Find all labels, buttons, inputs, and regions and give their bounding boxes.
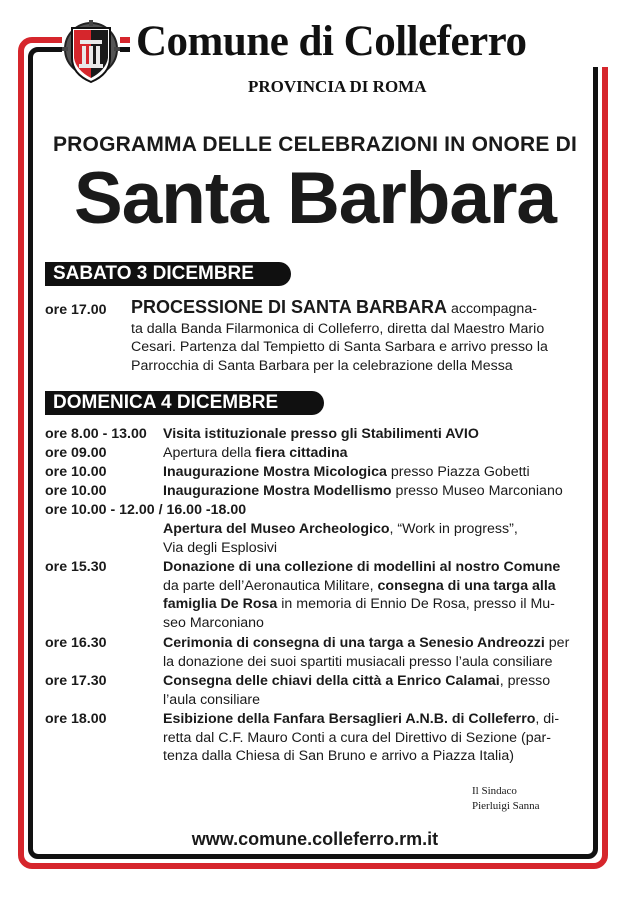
- event-text: da parte dell’Aeronautica Militare,: [163, 577, 378, 594]
- event-text: la donazione dei suoi spartiti musiacali presso l’aula consiliare: [163, 653, 553, 670]
- event-text: Visita istituzionale presso gli Stabilimenti AVIO: [163, 426, 479, 442]
- event-text: Parrocchia di Santa Barbara per la celebrazione della Messa: [131, 357, 513, 374]
- day-heading-sunday: DOMENICA 4 DICEMBRE: [45, 391, 324, 415]
- event-time: ore 10.00: [45, 464, 107, 480]
- event-time: ore 18.00: [45, 711, 107, 727]
- event-text: Cesari. Partenza dal Tempietto di Santa Sarbara e arrivo presso la: [131, 339, 548, 355]
- event-text: presso Piazza Gobetti: [386, 464, 530, 480]
- day-heading-saturday: SABATO 3 DICEMBRE: [45, 262, 291, 286]
- signature: [472, 784, 540, 814]
- org-subtitle: PROVINCIA DI ROMA: [248, 77, 427, 96]
- event-description: [131, 298, 595, 375]
- event-text: Donazione di una collezione di modellini al nostro Comune: [163, 559, 561, 575]
- event-text: tenza dalla Chiesa di San Bruno e arrivo a Piazza Italia): [163, 748, 514, 764]
- event-text: Consegna delle chiavi della città a Enrico Calamai: [163, 673, 500, 689]
- program-title: PROGRAMMA DELLE CELEBRAZIONI IN ONORE DI: [52, 133, 578, 156]
- event-text: famiglia De Rosa: [163, 596, 278, 612]
- event-text: accompagna-: [447, 301, 537, 317]
- event-time: ore 17.30: [45, 673, 107, 689]
- event-text: seo Marconiano: [163, 614, 264, 631]
- signature-name: Pierluigi Sanna: [472, 800, 540, 812]
- website-link[interactable]: www.comune.colleferro.rm.it: [191, 829, 439, 849]
- event-text: per: [544, 635, 570, 651]
- event-title: PROCESSIONE DI SANTA BARBARA: [131, 297, 448, 317]
- event-text: Apertura della: [163, 445, 256, 461]
- event-text: Cerimonia di consegna di una targa a Senesio Andreozzi: [163, 635, 545, 651]
- event-text: , presso: [499, 673, 551, 689]
- event-time: ore 15.30: [45, 559, 107, 575]
- event-text: Esibizione della Fanfara Bersaglieri A.N.B. di Colleferro: [163, 711, 536, 727]
- event-text: Apertura del Museo Archeologico: [163, 521, 390, 537]
- event-time: ore 8.00 - 13.00: [45, 426, 147, 442]
- saint-title: Santa Barbara: [74, 158, 556, 239]
- org-title: Comune di Colleferro: [130, 17, 612, 67]
- event-text: in memoria di Ennio De Rosa, presso il Mu-: [277, 596, 555, 612]
- event-text: , di-: [535, 711, 560, 727]
- event-text: l’aula consiliare: [163, 691, 260, 708]
- event-time: ore 17.00: [45, 302, 107, 318]
- event-text: retta dal C.F. Mauro Conti a cura del Direttivo di Sezione (par-: [163, 729, 551, 746]
- signature-role: Il Sindaco: [472, 785, 517, 797]
- event-time: ore 10.00 - 12.00 / 16.00 -18.00: [45, 502, 247, 518]
- event-time: ore 16.30: [45, 635, 107, 651]
- event-text: Via degli Esplosivi: [163, 539, 278, 556]
- event-text: Inaugurazione Mostra Modellismo: [163, 483, 392, 499]
- event-text: consegna di una targa alla: [377, 577, 556, 594]
- event-time: ore 09.00: [45, 445, 107, 461]
- town-crest-icon: [62, 20, 120, 86]
- event-text: fiera cittadina: [255, 445, 348, 461]
- event-text: Inaugurazione Mostra Micologica: [163, 464, 387, 480]
- event-text: ta dalla Banda Filarmonica di Colleferro, diretta dal Maestro Mario: [131, 320, 545, 337]
- event-text: , “Work in progress”,: [389, 521, 518, 537]
- event-time: ore 10.00: [45, 483, 107, 499]
- event-text: presso Museo Marconiano: [391, 483, 563, 499]
